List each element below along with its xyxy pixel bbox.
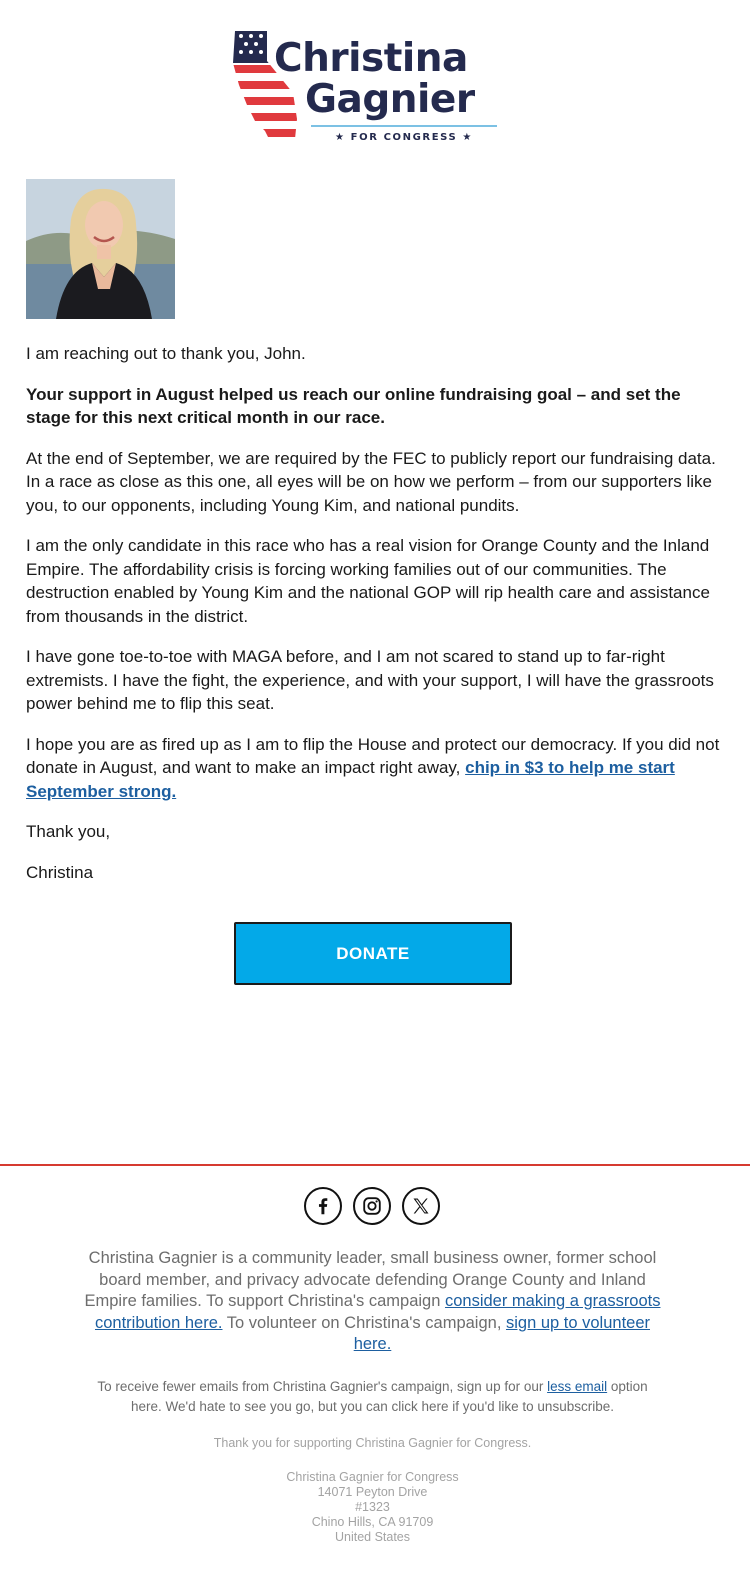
bold-paragraph: Your support in August helped us reach our online fundraising goal – and set the stage for this next critical month in our race.: [26, 384, 681, 427]
footer-unsubscribe: [90, 1377, 655, 1417]
cta-text: I hope you are as fired up as I am to flip the House and protect our democracy. If you did not donate in August, and want to make an impact right away,: [26, 734, 720, 777]
greeting: I am reaching out to thank you, John.: [26, 344, 306, 363]
mailing-address: [0, 1470, 745, 1545]
address-street: 14071 Peyton Drive: [317, 1485, 428, 1499]
candidate-portrait-icon: [26, 179, 175, 319]
instagram-icon: [361, 1195, 383, 1217]
unsub-text-2[interactable]: option here. We'd hate to see you go, but you can click here if you'd like to unsubscribe.: [131, 1379, 648, 1414]
chip-in-link[interactable]: chip in $3 to help me start September strong.: [26, 758, 675, 801]
x-icon: [411, 1196, 431, 1216]
address-country: United States: [334, 1530, 411, 1544]
email-body: [26, 342, 724, 901]
footer-thanks: Thank you for supporting Christina Gagnier for Congress.: [213, 1436, 532, 1450]
paragraph-maga: I have gone toe-to-toe with MAGA before, and I am not scared to stand up to far-right extremists. I have the fight, the experience, and with your support, I will have the grassroots power behind me to flip this seat.: [26, 647, 714, 713]
contribution-link[interactable]: consider making a grassroots contribution here.: [94, 1292, 661, 1332]
signoff: Thank you,: [26, 822, 111, 841]
campaign-logo: [229, 27, 521, 153]
footer-divider: [0, 1164, 750, 1166]
candidate-photo: [26, 179, 175, 319]
address-org: Christina Gagnier for Congress: [286, 1470, 459, 1484]
volunteer-link[interactable]: sign up to volunteer here.: [353, 1313, 650, 1353]
footer-about: [80, 1248, 665, 1356]
facebook-icon: [312, 1195, 334, 1217]
paragraph-vision: I am the only candidate in this race who has a real vision for Orange County and the Inland Empire. The affordability crisis is forcing working families out of our communities. The destruction enabled by Young Kim and the national GOP will rip health care and assistance from thousands in the district.: [26, 536, 710, 626]
donate-button[interactable]: DONATE: [234, 922, 512, 985]
paragraph-call-to-action: [26, 733, 724, 804]
logo-rule: [311, 125, 497, 127]
x-link[interactable]: [402, 1187, 440, 1225]
logo-first-name: Christina: [274, 36, 468, 81]
facebook-link[interactable]: [304, 1187, 342, 1225]
logo-subtitle: ★ FOR CONGRESS ★: [335, 132, 473, 143]
less-email-link[interactable]: less email: [547, 1379, 608, 1394]
address-suite: #1323: [355, 1500, 390, 1514]
about-text-1: Christina Gagnier is a community leader, small business owner, former school board member, and privacy advocate defending Orange County and Inland Empire families. To support Christina's campaign: [84, 1249, 657, 1310]
signature: Christina: [26, 862, 94, 882]
instagram-link[interactable]: [353, 1187, 391, 1225]
logo-last-name: Gagnier: [305, 77, 475, 122]
paragraph-fec: At the end of September, we are required by the FEC to publicly report our fundraising data. In a race as close as this one, all eyes will be on how we perform – from our supporters like you, to our opponents, including Young Kim, and national pundits.: [26, 448, 716, 515]
unsub-text-1: To receive fewer emails from Christina Gagnier's campaign, sign up for our: [97, 1379, 548, 1394]
address-city: Chino Hills, CA 91709: [311, 1515, 434, 1529]
about-text-2: To volunteer on Christina's campaign,: [222, 1313, 506, 1332]
